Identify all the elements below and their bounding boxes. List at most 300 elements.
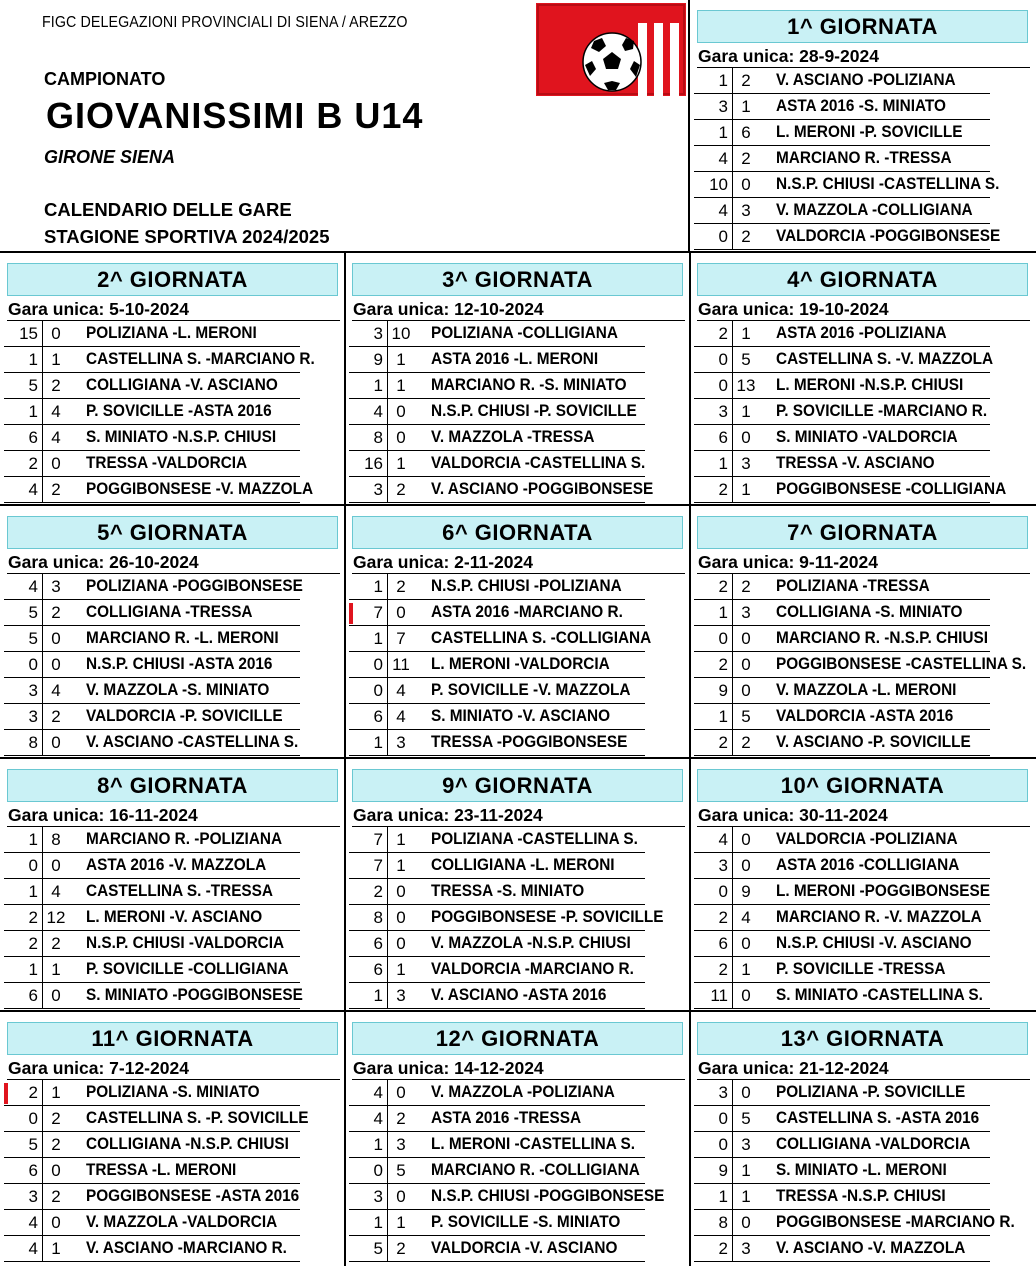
match-row — [349, 600, 684, 626]
away-score: 13 — [736, 376, 756, 395]
away-score: 0 — [396, 908, 406, 927]
row-underline — [694, 1261, 990, 1262]
match-teams: V. ASCIANO -POGGIBONSESE — [431, 480, 654, 498]
match-teams: POGGIBONSESE -COLLIGIANA — [776, 480, 1007, 498]
match-teams: N.S.P. CHIUSI -P. SOVICILLE — [431, 402, 637, 420]
away-score: 0 — [741, 175, 751, 194]
match-row — [694, 853, 1029, 879]
home-score: 0 — [718, 1109, 728, 1128]
match-teams: VALDORCIA -POGGIBONSESE — [776, 227, 1001, 245]
home-score: 4 — [28, 1239, 38, 1258]
home-score: 1 — [718, 1187, 728, 1206]
round-block — [349, 511, 684, 756]
away-score: 0 — [741, 681, 751, 700]
match-teams: N.S.P. CHIUSI -ASTA 2016 — [86, 655, 273, 673]
home-score: 7 — [373, 856, 383, 875]
away-score: 0 — [741, 1213, 751, 1232]
row-underline — [694, 1008, 990, 1009]
match-teams: L. MERONI -V. ASCIANO — [86, 908, 263, 926]
match-teams: V. ASCIANO -MARCIANO R. — [86, 1239, 287, 1257]
match-row — [349, 1236, 684, 1262]
row-underline — [4, 755, 300, 756]
match-row — [694, 730, 1029, 756]
row-underline — [694, 249, 990, 250]
home-score: 2 — [718, 960, 728, 979]
round-block — [694, 511, 1029, 756]
away-score: 2 — [51, 376, 61, 395]
match-row — [4, 905, 339, 931]
away-score: 0 — [396, 428, 406, 447]
away-score: 1 — [741, 324, 751, 343]
match-teams: ASTA 2016 -S. MINIATO — [776, 97, 946, 115]
home-score: 7 — [373, 603, 383, 622]
away-score: 2 — [741, 71, 751, 90]
match-teams: TRESSA -N.S.P. CHIUSI — [776, 1187, 946, 1205]
match-teams: CASTELLINA S. -P. SOVICILLE — [86, 1109, 309, 1127]
match-row — [694, 1184, 1029, 1210]
match-teams: S. MINIATO -POGGIBONSESE — [86, 986, 303, 1004]
match-teams: N.S.P. CHIUSI -POLIZIANA — [431, 577, 622, 595]
match-teams: TRESSA -POGGIBONSESE — [431, 733, 628, 751]
match-row — [4, 1080, 339, 1106]
away-score: 1 — [741, 1187, 751, 1206]
home-score: 4 — [718, 201, 728, 220]
match-row — [349, 853, 684, 879]
home-score: 2 — [718, 577, 728, 596]
match-row — [694, 347, 1029, 373]
round-title: 9^ GIORNATA — [352, 769, 683, 802]
match-row — [349, 574, 684, 600]
round-date: Gara unica: 23-11-2024 — [353, 805, 543, 825]
home-score: 0 — [718, 882, 728, 901]
match-teams: P. SOVICILLE -S. MINIATO — [431, 1213, 621, 1231]
match-teams: VALDORCIA -P. SOVICILLE — [86, 707, 283, 725]
home-score: 1 — [718, 71, 728, 90]
away-score: 1 — [51, 960, 61, 979]
match-row — [694, 1106, 1029, 1132]
match-row — [694, 983, 1029, 1009]
match-row — [694, 600, 1029, 626]
home-score: 4 — [373, 402, 383, 421]
round-block — [349, 258, 684, 503]
round-title: 2^ GIORNATA — [7, 263, 338, 296]
home-score: 4 — [28, 577, 38, 596]
match-row — [694, 373, 1029, 399]
away-score: 1 — [396, 856, 406, 875]
match-teams: V. ASCIANO -V. MAZZOLA — [776, 1239, 966, 1257]
row-underline — [349, 1008, 645, 1009]
match-row — [349, 931, 684, 957]
match-teams: P. SOVICILLE -MARCIANO R. — [776, 402, 988, 420]
home-score: 4 — [373, 1083, 383, 1102]
match-teams: POLIZIANA -CASTELLINA S. — [431, 830, 638, 848]
match-teams: CASTELLINA S. -COLLIGIANA — [431, 629, 652, 647]
home-score: 8 — [718, 1213, 728, 1232]
match-teams: V. MAZZOLA -S. MINIATO — [86, 681, 270, 699]
home-score: 1 — [718, 603, 728, 622]
away-score: 4 — [396, 681, 406, 700]
match-row — [694, 477, 1029, 503]
match-teams: ASTA 2016 -COLLIGIANA — [776, 856, 960, 874]
match-teams: POGGIBONSESE -V. MAZZOLA — [86, 480, 314, 498]
away-score: 3 — [396, 733, 406, 752]
row-underline — [4, 1008, 300, 1009]
match-teams: CASTELLINA S. -V. MAZZOLA — [776, 350, 994, 368]
away-score: 0 — [396, 934, 406, 953]
match-teams: V. MAZZOLA -N.S.P. CHIUSI — [431, 934, 631, 952]
home-score: 2 — [718, 1239, 728, 1258]
away-score: 0 — [51, 1213, 61, 1232]
match-row — [694, 931, 1029, 957]
match-row — [4, 704, 339, 730]
round-block — [4, 511, 339, 756]
row-underline — [349, 502, 645, 503]
away-score: 7 — [396, 629, 406, 648]
away-score: 1 — [396, 350, 406, 369]
away-score: 2 — [51, 603, 61, 622]
home-score: 16 — [364, 454, 383, 473]
round-date: Gara unica: 19-10-2024 — [698, 299, 889, 319]
away-score: 12 — [46, 908, 66, 927]
home-score: 11 — [710, 986, 728, 1005]
match-teams: CASTELLINA S. -TRESSA — [86, 882, 273, 900]
round-title: 13^ GIORNATA — [697, 1022, 1028, 1055]
home-score: 0 — [373, 681, 383, 700]
home-score: 10 — [709, 175, 728, 194]
match-row — [694, 224, 1029, 250]
away-score: 3 — [51, 577, 61, 596]
federation-label: FIGC DELEGAZIONI PROVINCIALI DI SIENA / AREZZO — [42, 14, 408, 31]
home-score: 1 — [373, 629, 383, 648]
home-score: 8 — [28, 733, 38, 752]
home-score: 3 — [718, 856, 728, 875]
home-score: 2 — [28, 908, 38, 927]
round-title: 4^ GIORNATA — [697, 263, 1028, 296]
home-score: 6 — [28, 428, 38, 447]
home-score: 9 — [718, 681, 728, 700]
row-underline — [4, 502, 300, 503]
home-score: 2 — [718, 480, 728, 499]
round-date: Gara unica: 16-11-2024 — [8, 805, 198, 825]
match-teams: POLIZIANA -P. SOVICILLE — [776, 1083, 966, 1101]
match-teams: VALDORCIA -CASTELLINA S. — [431, 454, 646, 472]
home-score: 1 — [28, 882, 38, 901]
away-score: 0 — [741, 655, 751, 674]
grid-divider — [0, 757, 1036, 759]
home-score: 1 — [373, 376, 383, 395]
round-title: 3^ GIORNATA — [352, 263, 683, 296]
home-score: 9 — [718, 1161, 728, 1180]
match-teams: ASTA 2016 -POLIZIANA — [776, 324, 947, 342]
match-teams: POGGIBONSESE -MARCIANO R. — [776, 1213, 1015, 1231]
home-score: 1 — [718, 123, 728, 142]
match-teams: V. MAZZOLA -TRESSA — [431, 428, 595, 446]
grid-divider — [689, 252, 691, 1266]
match-row — [694, 120, 1029, 146]
match-row — [4, 451, 339, 477]
match-teams: S. MINIATO -CASTELLINA S. — [776, 986, 983, 1004]
match-row — [349, 425, 684, 451]
match-teams: COLLIGIANA -TRESSA — [86, 603, 253, 621]
away-score: 0 — [741, 1083, 751, 1102]
away-score: 5 — [741, 350, 751, 369]
match-row — [4, 600, 339, 626]
away-score: 0 — [51, 629, 61, 648]
page-title: GIOVANISSIMI B U14 — [46, 95, 424, 136]
round-date: Gara unica: 28-9-2024 — [698, 46, 879, 66]
away-score: 1 — [396, 960, 406, 979]
away-score: 2 — [396, 480, 406, 499]
match-row — [349, 626, 684, 652]
match-row — [349, 321, 684, 347]
match-row — [694, 574, 1029, 600]
match-row — [694, 1080, 1029, 1106]
match-teams: COLLIGIANA -V. ASCIANO — [86, 376, 278, 394]
away-score: 1 — [741, 480, 751, 499]
home-score: 4 — [718, 149, 728, 168]
match-row — [4, 1184, 339, 1210]
away-score: 0 — [51, 986, 61, 1005]
away-score: 4 — [51, 681, 61, 700]
match-teams: TRESSA -V. ASCIANO — [776, 454, 935, 472]
match-row — [4, 425, 339, 451]
round-date: Gara unica: 9-11-2024 — [698, 552, 878, 572]
home-score: 3 — [373, 480, 383, 499]
match-row — [4, 853, 339, 879]
round-title: 8^ GIORNATA — [7, 769, 338, 802]
match-row — [694, 626, 1029, 652]
away-score: 2 — [51, 934, 61, 953]
match-row — [349, 399, 684, 425]
away-score: 1 — [396, 830, 406, 849]
match-teams: V. MAZZOLA -L. MERONI — [776, 681, 957, 699]
match-row — [694, 425, 1029, 451]
match-row — [4, 678, 339, 704]
match-row — [349, 678, 684, 704]
home-score: 1 — [718, 707, 728, 726]
grid-divider — [344, 252, 346, 1266]
round-title: 10^ GIORNATA — [697, 769, 1028, 802]
round-title: 7^ GIORNATA — [697, 516, 1028, 549]
home-score: 2 — [28, 454, 38, 473]
home-score: 1 — [373, 986, 383, 1005]
away-score: 0 — [396, 603, 406, 622]
away-score: 0 — [396, 402, 406, 421]
home-score: 5 — [28, 629, 38, 648]
match-row — [349, 373, 684, 399]
match-row — [4, 373, 339, 399]
home-score: 6 — [373, 707, 383, 726]
match-teams: ASTA 2016 -TRESSA — [431, 1109, 582, 1127]
grid-divider — [0, 1010, 1036, 1012]
away-score: 0 — [741, 830, 751, 849]
match-row — [694, 704, 1029, 730]
match-teams: VALDORCIA -POLIZIANA — [776, 830, 958, 848]
away-score: 0 — [51, 733, 61, 752]
away-score: 0 — [51, 655, 61, 674]
home-score: 1 — [718, 454, 728, 473]
match-row — [349, 827, 684, 853]
away-score: 0 — [741, 986, 751, 1005]
home-score: 6 — [718, 428, 728, 447]
match-teams: POLIZIANA -TRESSA — [776, 577, 930, 595]
home-score: 6 — [373, 934, 383, 953]
home-score: 3 — [718, 1083, 728, 1102]
home-score: 1 — [28, 960, 38, 979]
round-date: Gara unica: 7-12-2024 — [8, 1058, 189, 1078]
match-row — [349, 652, 684, 678]
round-block — [4, 764, 339, 1009]
match-row — [694, 678, 1029, 704]
away-score: 11 — [392, 655, 410, 674]
away-score: 2 — [396, 577, 406, 596]
away-score: 2 — [51, 1187, 61, 1206]
home-score: 8 — [373, 908, 383, 927]
match-row — [349, 905, 684, 931]
home-score: 0 — [718, 350, 728, 369]
match-teams: V. MAZZOLA -COLLIGIANA — [776, 201, 973, 219]
match-row — [349, 1080, 684, 1106]
home-score: 6 — [718, 934, 728, 953]
match-teams: V. ASCIANO -CASTELLINA S. — [86, 733, 299, 751]
away-score: 2 — [396, 1239, 406, 1258]
away-score: 3 — [741, 603, 751, 622]
match-row — [694, 146, 1029, 172]
match-row — [694, 1158, 1029, 1184]
match-teams: N.S.P. CHIUSI -POGGIBONSESE — [431, 1187, 665, 1205]
home-score: 0 — [718, 629, 728, 648]
match-row — [694, 1132, 1029, 1158]
home-score: 6 — [28, 986, 38, 1005]
away-score: 0 — [51, 1161, 61, 1180]
row-underline — [694, 755, 990, 756]
round-block — [349, 1017, 684, 1262]
match-teams: V. ASCIANO -POLIZIANA — [776, 71, 956, 89]
soccer-ball-logo-icon — [536, 3, 686, 96]
match-teams: POGGIBONSESE -P. SOVICILLE — [431, 908, 664, 926]
home-score: 4 — [28, 1213, 38, 1232]
calendar-label: CALENDARIO DELLE GARE — [44, 199, 292, 220]
match-row — [694, 905, 1029, 931]
home-score: 0 — [28, 1109, 38, 1128]
away-score: 1 — [51, 1083, 61, 1102]
match-row — [349, 730, 684, 756]
round-date: Gara unica: 12-10-2024 — [353, 299, 544, 319]
match-teams: ASTA 2016 -L. MERONI — [431, 350, 599, 368]
home-score: 1 — [28, 350, 38, 369]
match-row — [694, 451, 1029, 477]
home-score: 1 — [28, 402, 38, 421]
match-teams: POGGIBONSESE -ASTA 2016 — [86, 1187, 300, 1205]
away-score: 1 — [741, 402, 751, 421]
match-row — [4, 931, 339, 957]
row-underline — [4, 1261, 300, 1262]
away-score: 4 — [51, 882, 61, 901]
away-score: 4 — [741, 908, 751, 927]
match-teams: COLLIGIANA -L. MERONI — [431, 856, 615, 874]
home-score: 7 — [373, 830, 383, 849]
match-row — [694, 1236, 1029, 1262]
home-score: 0 — [373, 655, 383, 674]
away-score: 0 — [51, 324, 61, 343]
row-underline — [694, 502, 990, 503]
away-score: 0 — [741, 934, 751, 953]
grid-divider — [688, 0, 690, 252]
match-row — [4, 347, 339, 373]
away-score: 4 — [51, 402, 61, 421]
match-row — [4, 827, 339, 853]
away-score: 4 — [396, 707, 406, 726]
home-score: 2 — [718, 324, 728, 343]
away-score: 2 — [51, 1109, 61, 1128]
match-teams: L. MERONI -P. SOVICILLE — [776, 123, 963, 141]
match-teams: P. SOVICILLE -COLLIGIANA — [86, 960, 289, 978]
home-score: 2 — [28, 934, 38, 953]
match-teams: COLLIGIANA -N.S.P. CHIUSI — [86, 1135, 289, 1153]
match-row — [4, 730, 339, 756]
match-teams: L. MERONI -N.S.P. CHIUSI — [776, 376, 964, 394]
home-score: 3 — [718, 402, 728, 421]
home-score: 5 — [28, 603, 38, 622]
match-row — [349, 1184, 684, 1210]
match-teams: ASTA 2016 -MARCIANO R. — [431, 603, 623, 621]
away-score: 3 — [741, 1239, 751, 1258]
away-score: 6 — [741, 123, 751, 142]
away-score: 2 — [741, 227, 751, 246]
match-teams: MARCIANO R. -COLLIGIANA — [431, 1161, 640, 1179]
match-teams: S. MINIATO -V. ASCIANO — [431, 707, 611, 725]
match-row — [4, 477, 339, 503]
match-teams: CASTELLINA S. -ASTA 2016 — [776, 1109, 980, 1127]
match-teams: TRESSA -S. MINIATO — [431, 882, 585, 900]
round-title: 6^ GIORNATA — [352, 516, 683, 549]
away-score: 4 — [51, 428, 61, 447]
away-score: 0 — [51, 454, 61, 473]
round-block — [694, 764, 1029, 1009]
match-teams: V. ASCIANO -P. SOVICILLE — [776, 733, 971, 751]
away-score: 0 — [741, 629, 751, 648]
away-score: 1 — [51, 1239, 61, 1258]
away-score: 1 — [51, 350, 61, 369]
match-teams: P. SOVICILLE -TRESSA — [776, 960, 946, 978]
match-row — [349, 347, 684, 373]
match-teams: P. SOVICILLE -V. MAZZOLA — [431, 681, 631, 699]
match-teams: V. ASCIANO -ASTA 2016 — [431, 986, 607, 1004]
home-score: 0 — [718, 227, 728, 246]
away-score: 3 — [741, 201, 751, 220]
group-label: GIRONE SIENA — [44, 147, 176, 167]
match-teams: MARCIANO R. -V. MAZZOLA — [776, 908, 982, 926]
row-underline — [349, 1261, 645, 1262]
home-score: 0 — [28, 856, 38, 875]
season-label: STAGIONE SPORTIVA 2024/2025 — [44, 226, 330, 247]
match-row — [694, 399, 1029, 425]
home-score: 1 — [373, 733, 383, 752]
away-score: 3 — [741, 1135, 751, 1154]
home-score: 2 — [718, 733, 728, 752]
round-block — [694, 1017, 1029, 1262]
match-row — [694, 957, 1029, 983]
round-date: Gara unica: 5-10-2024 — [8, 299, 189, 319]
match-row — [4, 652, 339, 678]
away-score: 1 — [741, 97, 751, 116]
away-score: 1 — [741, 960, 751, 979]
match-row — [349, 1132, 684, 1158]
round-title: 11^ GIORNATA — [7, 1022, 338, 1055]
match-teams: COLLIGIANA -S. MINIATO — [776, 603, 963, 621]
home-score: 5 — [373, 1239, 383, 1258]
round-date: Gara unica: 26-10-2024 — [8, 552, 199, 572]
